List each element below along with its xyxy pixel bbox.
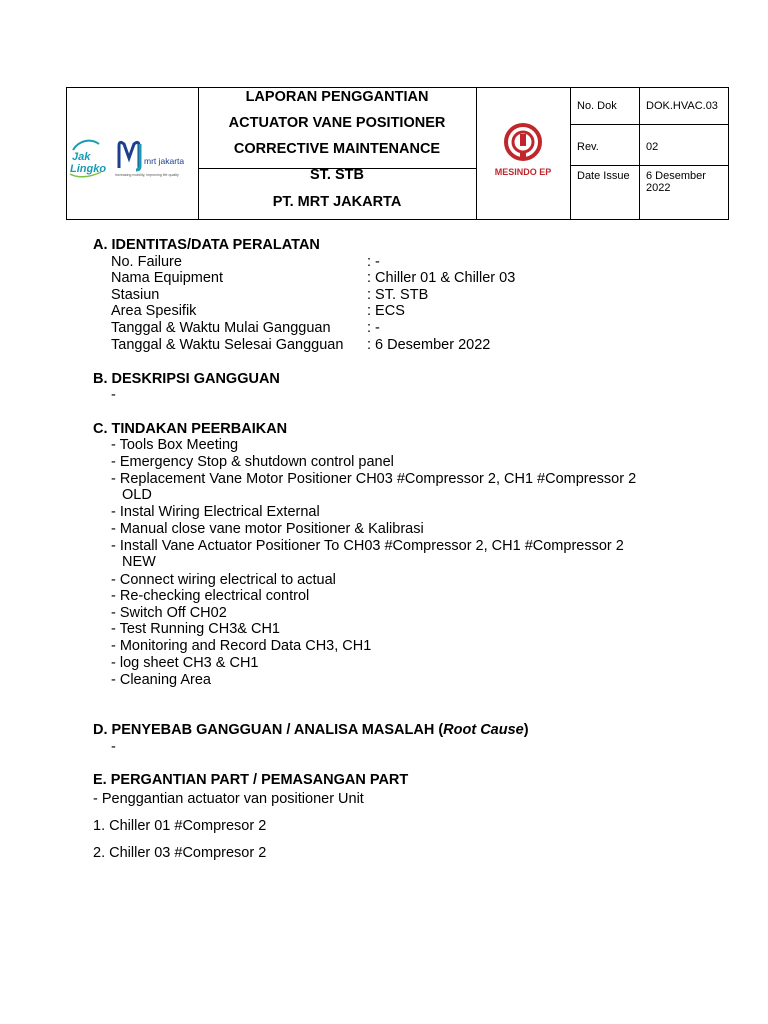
- field-value: : 6 Desember 2022: [367, 337, 491, 353]
- mesindo-logo-icon: [476, 88, 570, 219]
- list-item: - Install Vane Actuator Positioner To CH03 #Compressor 2, CH1 #Compressor 2: [111, 538, 624, 554]
- title-line: CORRECTIVE MAINTENANCE: [233, 141, 441, 157]
- meta-value-doc-no: DOK.HVAC.03: [646, 100, 718, 112]
- field-value: : ECS: [367, 303, 405, 319]
- title-line: ST. STB: [310, 167, 364, 183]
- field-label: Tanggal & Waktu Mulai Gangguan: [111, 320, 331, 336]
- section-d-title-italic: Root Cause: [443, 722, 524, 738]
- list-item-continuation: NEW: [122, 554, 156, 570]
- list-item-continuation: OLD: [122, 487, 152, 503]
- field-value: : Chiller 01 & Chiller 03: [367, 270, 516, 286]
- meta-label-doc-no: No. Dok: [577, 100, 617, 112]
- mrt-logo-icon: [67, 88, 198, 219]
- section-e-title: E. PERGANTIAN PART / PEMASANGAN PART: [93, 772, 409, 788]
- list-item: - Re-checking electrical control: [111, 588, 310, 604]
- mesindo-logo: [476, 88, 570, 219]
- list-item: - Cleaning Area: [111, 672, 211, 688]
- list-item: - Manual close vane motor Positioner & Kalibrasi: [111, 521, 424, 537]
- meta-label-rev: Rev.: [577, 141, 599, 153]
- section-e-line: 1. Chiller 01 #Compresor 2: [93, 818, 267, 834]
- list-item: - Emergency Stop & shutdown control panel: [111, 454, 394, 470]
- list-item: - Tools Box Meeting: [111, 437, 239, 453]
- section-c-title: C. TINDAKAN PEERBAIKAN: [93, 421, 288, 437]
- list-item: - Instal Wiring Electrical External: [111, 504, 320, 520]
- section-a-title: A. IDENTITAS/DATA PERALATAN: [93, 237, 320, 253]
- list-item: - Monitoring and Record Data CH3, CH1: [111, 638, 372, 654]
- title-line: ACTUATOR VANE POSITIONER: [228, 115, 446, 131]
- header-divider: [639, 88, 640, 219]
- client-logos: [67, 88, 198, 219]
- section-d-title-main: D. PENYEBAB GANGGUAN / ANALISA MASALAH (: [93, 722, 444, 738]
- list-item: - log sheet CH3 & CH1: [111, 655, 259, 671]
- field-label: Area Spesifik: [111, 303, 197, 319]
- section-e-line: - Penggantian actuator van positioner Unit: [93, 791, 364, 807]
- section-d-content: -: [111, 739, 116, 755]
- header-divider: [570, 165, 728, 166]
- svg-text:Jak: Jak: [72, 151, 91, 163]
- section-d-title-end: ): [523, 722, 529, 738]
- title-line: LAPORAN PENGGANTIAN: [245, 89, 429, 105]
- field-label: No. Failure: [111, 254, 182, 270]
- document-title-block: [198, 88, 476, 219]
- meta-value-date-issue: 6 Desember: [646, 170, 706, 182]
- svg-text:mrt jakarta: mrt jakarta: [144, 156, 185, 166]
- list-item: - Test Running CH3& CH1: [111, 621, 280, 637]
- svg-text:increasing mobility, improving: increasing mobility, improving life quality: [115, 173, 179, 177]
- section-b-content: -: [111, 387, 116, 403]
- field-label: Tanggal & Waktu Selesai Gangguan: [111, 337, 344, 353]
- header-divider: [570, 88, 571, 219]
- field-value: : -: [367, 320, 380, 336]
- section-b-title: B. DESKRIPSI GANGGUAN: [93, 371, 280, 387]
- svg-text:MESINDO EP: MESINDO EP: [494, 167, 552, 177]
- meta-value-date-issue-year: 2022: [646, 182, 671, 194]
- section-e-line: 2. Chiller 03 #Compresor 2: [93, 845, 267, 861]
- meta-value-rev: 02: [646, 141, 659, 153]
- header-divider: [570, 124, 728, 125]
- field-label: Nama Equipment: [111, 270, 224, 286]
- field-value: : ST. STB: [367, 287, 429, 303]
- document-header-table: [66, 87, 729, 220]
- list-item: - Connect wiring electrical to actual: [111, 572, 336, 588]
- list-item: - Switch Off CH02: [111, 605, 227, 621]
- field-value: : -: [367, 254, 380, 270]
- svg-text:Lingko: Lingko: [70, 163, 107, 175]
- list-item: - Replacement Vane Motor Positioner CH03 #Compressor 2, CH1 #Compressor 2: [111, 471, 637, 487]
- section-d-title: [93, 722, 529, 738]
- meta-label-date-issue: Date Issue: [577, 170, 630, 182]
- title-line: PT. MRT JAKARTA: [272, 194, 402, 210]
- field-label: Stasiun: [111, 287, 160, 303]
